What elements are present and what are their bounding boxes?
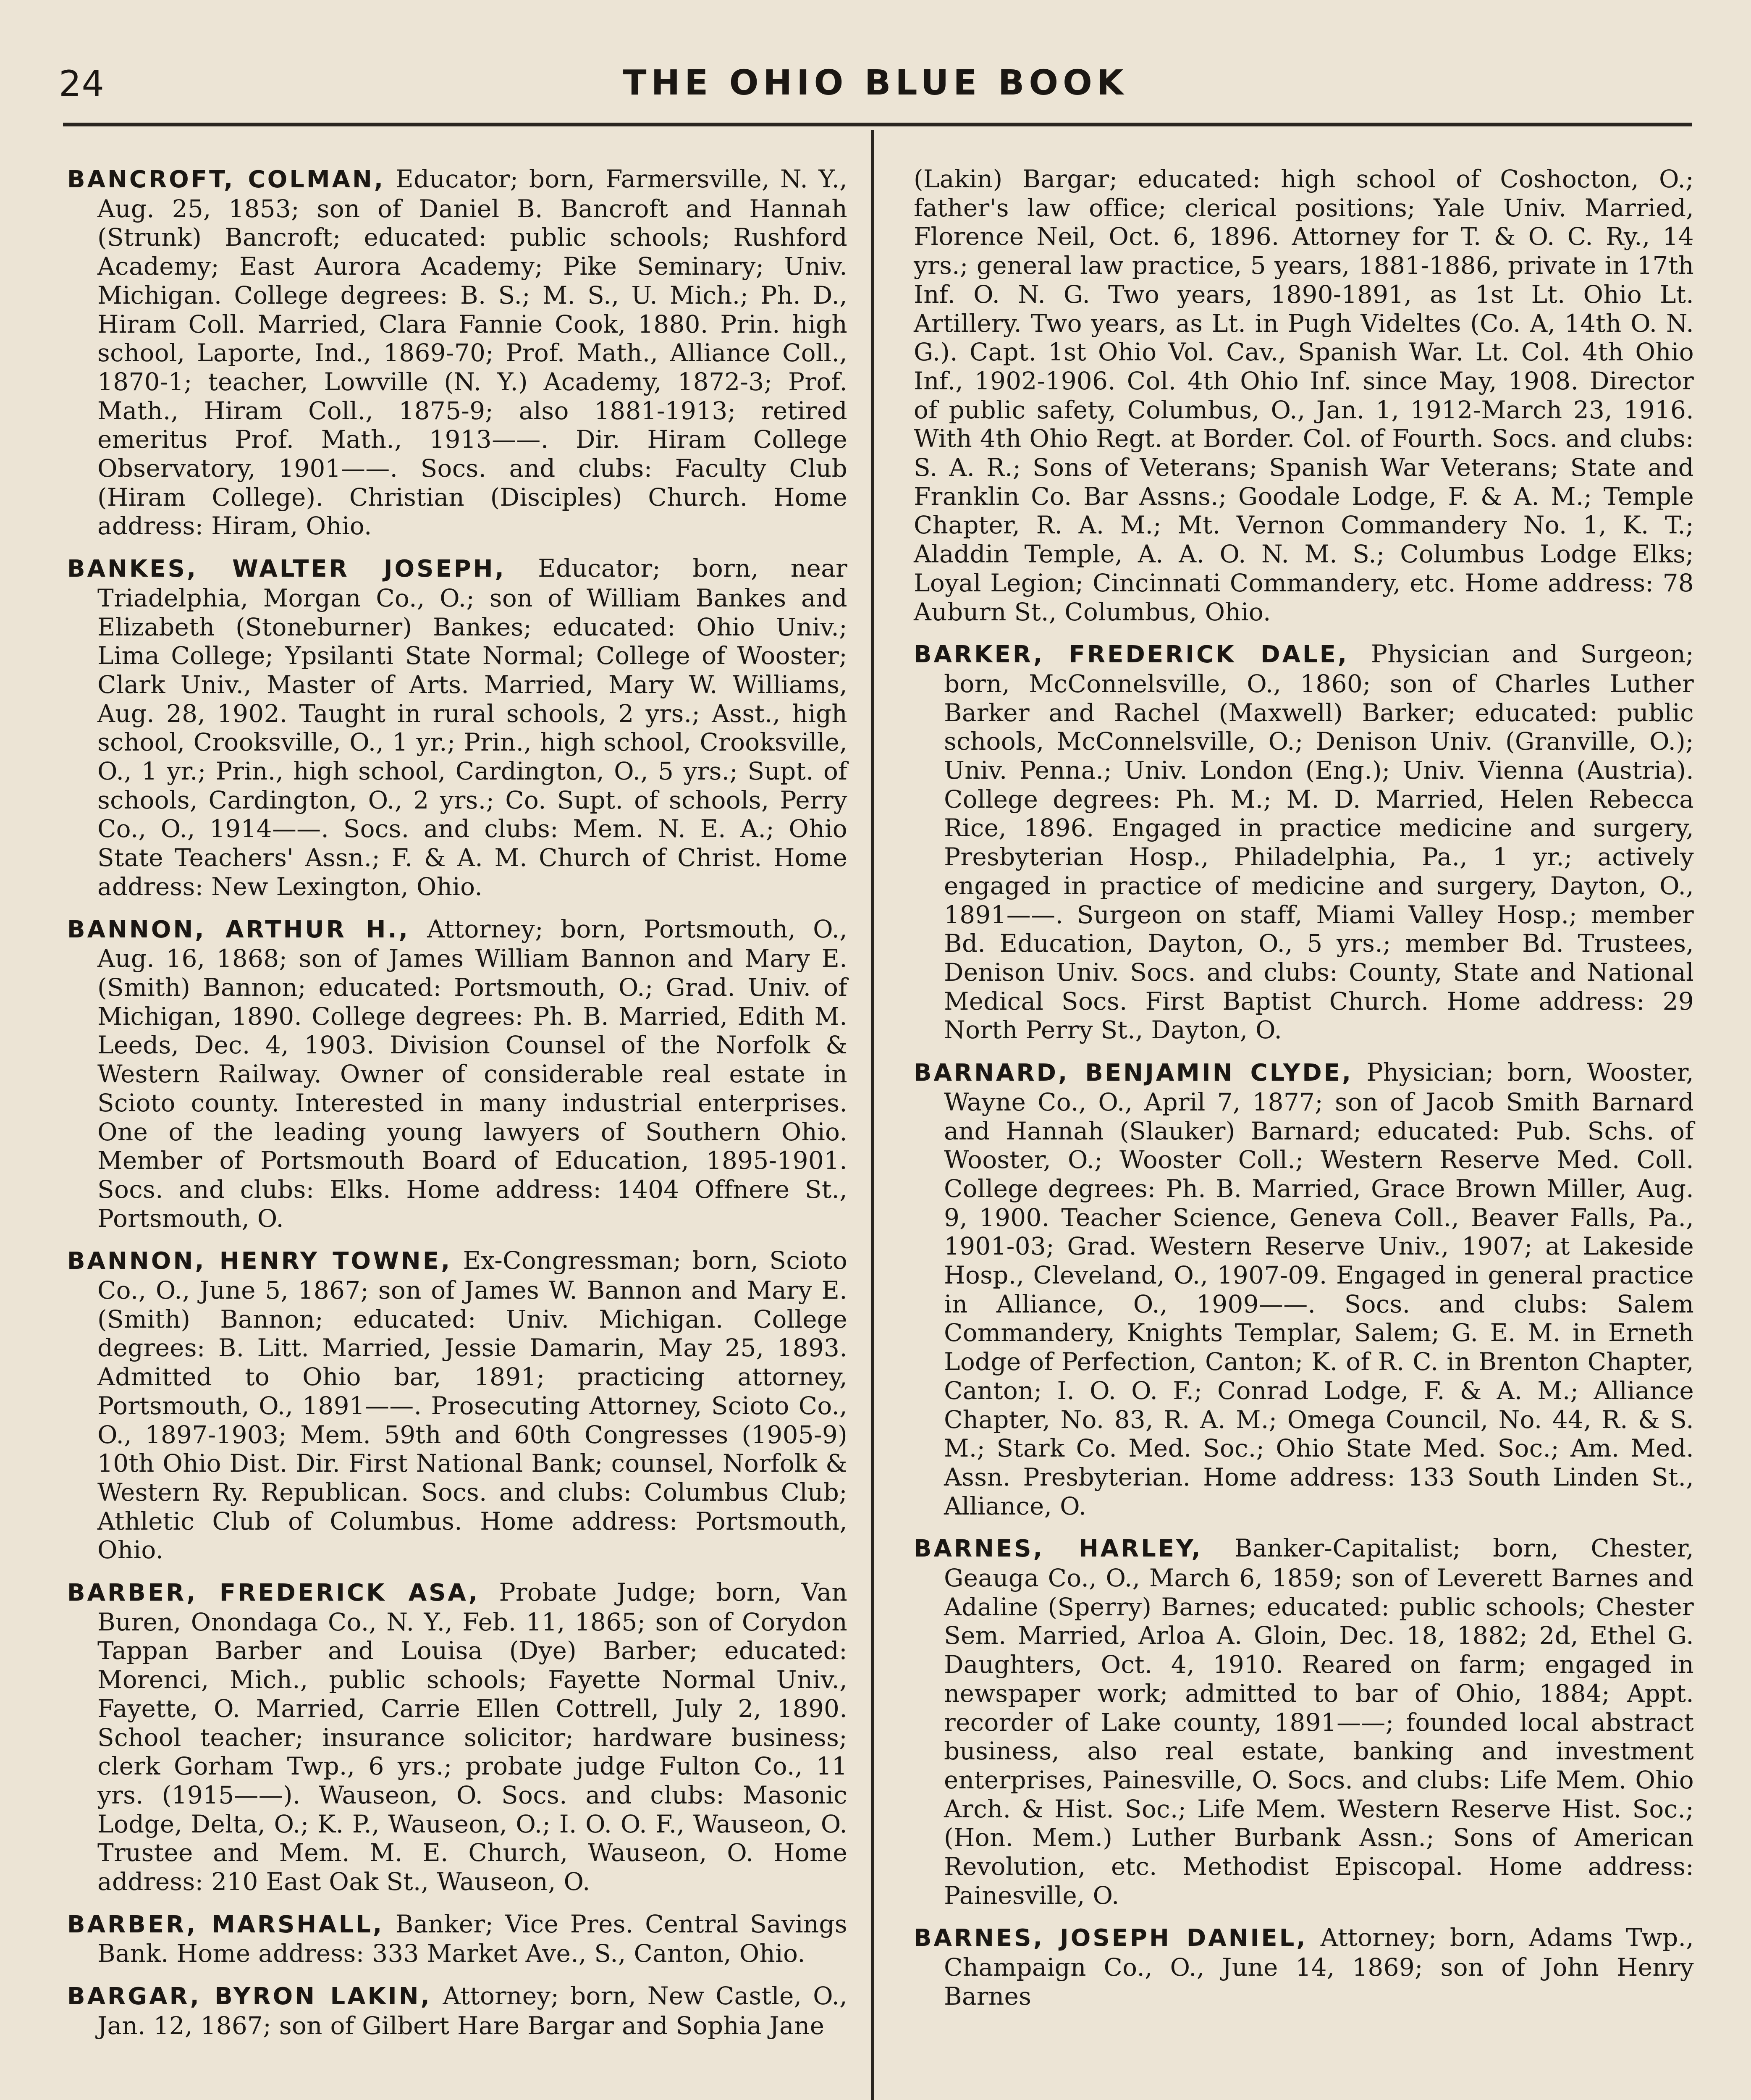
entry-text: Physician and Surgeon; born, McConnelsville, O., 1860; son of Charles Luther Barker and Rachel (Maxwell) Barker; educated: public schools, McConnelsville, O.; Denison Univ. (Granville, O.); Univ. Penna.; Univ. London (Eng.); Univ. Vienna (Austria). College degrees: Ph. M.; M. D. Married, Helen Rebecca Rice, 1896. Engaged in practice medicine and surgery, Presbyterian Hosp., Philadelphia, Pa., 1 yr.; actively engaged in practice of medicine and surgery, Dayton, O., 1891——. Surgeon on staff, Miami Valley Hosp.; member Bd. Education, Dayton, O., 5 yrs.; member Bd. Trustees, Denison Univ. Socs. and clubs: County, State and National Medical Socs. First Baptist Church. Home address: 29 North Perry St., Dayton, O. <box>944 640 1694 1045</box>
right-column <box>914 165 1694 2024</box>
entry-barker-frederick-dale <box>914 640 1694 1045</box>
entry-name: BARGAR, BYRON LAKIN, <box>67 1983 432 2011</box>
entry-name: BANKES, WALTER JOSEPH, <box>67 555 506 583</box>
entry-barber-frederick-asa <box>67 1578 847 1896</box>
header-rule <box>63 123 1692 126</box>
entry-text: Physician; born, Wooster, Wayne Co., O., April 7, 1877; son of Jacob Smith Barnard and Hannah (Slauker) Barnard; educated: Pub. Schs. of Wooster, O.; Wooster Coll.; Western Reserve Med. Coll. College degrees: Ph. B. Married, Grace Brown Miller, Aug. 9, 1900. Teacher Science, Geneva Coll., Beaver Falls, Pa., 1901-03; Grad. Western Reserve Univ., 1907; at Lakeside Hosp., Cleveland, O., 1907-09. Engaged in general practice in Alliance, O., 1909——. Socs. and clubs: Salem Commandery, Knights Templar, Salem; G. E. M. in Erneth Lodge of Perfection, Canton; K. of R. C. in Brenton Chapter, Canton; I. O. O. F.; Conrad Lodge, F. & A. M.; Alliance Chapter, No. 83, R. A. M.; Omega Council, No. 44, R. & S. M.; Stark Co. Med. Soc.; Ohio State Med. Soc.; Am. Med. Assn. Presbyterian. Home address: 133 South Linden St., Alliance, O. <box>944 1058 1694 1520</box>
entry-bargar-byron-lakin <box>67 1982 847 2040</box>
entry-name: BARBER, MARSHALL, <box>67 1911 384 1938</box>
entry-text: Educator; born, Farmersville, N. Y., Aug. 25, 1853; son of Daniel B. Bancroft and Hannah (Strunk) Bancroft; educated: public schools; Rushford Academy; East Aurora Academy; Pike Seminary; Univ. Michigan. College degrees: B. S.; M. S., U. Mich.; Ph. D., Hiram Coll. Married, Clara Fannie Cook, 1880. Prin. high school, Laporte, Ind., 1869-70; Prof. Math., Alliance Coll., 1870-1; teacher, Lowville (N. Y.) Academy, 1872-3; Prof. Math., Hiram Coll., 1875-9; also 1881-1913; retired emeritus Prof. Math., 1913——. Dir. Hiram College Observatory, 1901——. Socs. and clubs: Faculty Club (Hiram College). Christian (Disciples) Church. Home address: Hiram, Ohio. <box>97 165 847 541</box>
entry-barnes-harley <box>914 1534 1694 1910</box>
entry-name: BANNON, ARTHUR H., <box>67 916 410 943</box>
entry-bargar-continued <box>914 165 1694 626</box>
column-divider <box>871 130 874 2100</box>
entry-name: BARBER, FREDERICK ASA, <box>67 1579 480 1607</box>
entry-bankes-walter-joseph <box>67 554 847 901</box>
entry-text: Banker-Capitalist; born, Chester, Geauga Co., O., March 6, 1859; son of Leverett Barnes and Adaline (Sperry) Barnes; educated: public schools; Chester Sem. Married, Arloa A. Gloin, Dec. 18, 1882; 2d, Ethel G. Daughters, Oct. 4, 1910. Reared on farm; engaged in newspaper work; admitted to bar of Ohio, 1884; Appt. recorder of Lake county, 1891——; founded local abstract business, also real estate, banking and investment enterprises, Painesville, O. Socs. and clubs: Life Mem. Ohio Arch. & Hist. Soc.; Life Mem. Western Reserve Hist. Soc.; (Hon. Mem.) Luther Burbank Assn.; Sons of American Revolution, etc. Methodist Episcopal. Home address: Painesville, O. <box>944 1534 1694 1910</box>
entry-name: BANCROFT, COLMAN, <box>67 166 385 193</box>
page-number: 24 <box>59 63 105 104</box>
entry-name: BARKER, FREDERICK DALE, <box>914 641 1349 669</box>
entry-name: BARNES, HARLEY, <box>914 1535 1203 1563</box>
entry-barnard-benjamin-clyde <box>914 1058 1694 1520</box>
entry-bannon-arthur <box>67 915 847 1233</box>
entry-text: Attorney; born, Adams Twp., Champaign Co., O., June 14, 1869; son of John Henry Barnes <box>944 1923 1694 2011</box>
entry-barnes-joseph-daniel <box>914 1923 1694 2011</box>
entry-text: Educator; born, near Triadelphia, Morgan Co., O.; son of William Bankes and Elizabeth (Stoneburner) Bankes; educated: Ohio Univ.; Lima College; Ypsilanti State Normal; College of Wooster; Clark Univ., Master of Arts. Married, Mary W. Williams, Aug. 28, 1902. Taught in rural schools, 2 yrs.; Asst., high school, Crooksville, O., 1 yr.; Prin., high school, Crooksville, O., 1 yr.; Prin., high school, Cardington, O., 5 yrs.; Supt. of schools, Cardington, O., 2 yrs.; Co. Supt. of schools, Perry Co., O., 1914——. Socs. and clubs: Mem. N. E. A.; Ohio State Teachers' Assn.; F. & A. M. Church of Christ. Home address: New Lexington, Ohio. <box>97 554 847 901</box>
entry-bancroft-colman <box>67 165 847 541</box>
running-head: THE OHIO BLUE BOOK <box>623 63 1128 103</box>
entry-text: Attorney; born, New Castle, O., Jan. 12, 1867; son of Gilbert Hare Bargar and Sophia Jane <box>97 1982 847 2040</box>
entry-name: BARNES, JOSEPH DANIEL, <box>914 1924 1308 1952</box>
entry-name: BANNON, HENRY TOWNE, <box>67 1247 452 1275</box>
entry-name: BARNARD, BENJAMIN CLYDE, <box>914 1059 1353 1087</box>
left-column <box>67 165 847 2054</box>
entry-barber-marshall <box>67 1910 847 1968</box>
entry-bannon-henry-towne <box>67 1246 847 1564</box>
entry-text: (Lakin) Bargar; educated: high school of Coshocton, O.; father's law office; clerical positions; Yale Univ. Married, Florence Neil, Oct. 6, 1896. Attorney for T. & O. C. Ry., 14 yrs.; general law practice, 5 years, 1881-1886, private in 17th Inf. O. N. G. Two years, 1890-1891, as 1st Lt. Ohio Lt. Artillery. Two years, as Lt. in Pugh Videltes (Co. A, 14th O. N. G.). Capt. 1st Ohio Vol. Cav., Spanish War. Lt. Col. 4th Ohio Inf., 1902-1906. Col. 4th Ohio Inf. since May, 1908. Director of public safety, Columbus, O., Jan. 1, 1912-March 23, 1916. With 4th Ohio Regt. at Border. Col. of Fourth. Socs. and clubs: S. A. R.; Sons of Veterans; Spanish War Veterans; State and Franklin Co. Bar Assns.; Goodale Lodge, F. & A. M.; Temple Chapter, R. A. M.; Mt. Vernon Commandery No. 1, K. T.; Aladdin Temple, A. A. O. N. M. S.; Columbus Lodge Elks; Loyal Legion; Cincinnati Commandery, etc. Home address: 78 Auburn St., Columbus, Ohio. <box>914 165 1694 626</box>
entry-text: Attorney; born, Portsmouth, O., Aug. 16, 1868; son of James William Bannon and Mary E. (Smith) Bannon; educated: Portsmouth, O.; Grad. Univ. of Michigan, 1890. College degrees: Ph. B. Married, Edith M. Leeds, Dec. 4, 1903. Division Counsel of the Norfolk & Western Railway. Owner of considerable real estate in Scioto county. Interested in many industrial enterprises. One of the leading young lawyers of Southern Ohio. Member of Portsmouth Board of Education, 1895-1901. Socs. and clubs: Elks. Home address: 1404 Offnere St., Portsmouth, O. <box>97 914 848 1233</box>
entry-text: Banker; Vice Pres. Central Savings Bank. Home address: 333 Market Ave., S., Canton, Ohio. <box>97 1909 847 1968</box>
entry-text: Probate Judge; born, Van Buren, Onondaga Co., N. Y., Feb. 11, 1865; son of Corydon Tappan Barber and Louisa (Dye) Barber; educated: Morenci, Mich., public schools; Fayette Normal Univ., Fayette, O. Married, Carrie Ellen Cottrell, July 2, 1890. School teacher; insurance solicitor; hardware business; clerk Gorham Twp., 6 yrs.; probate judge Fulton Co., 11 yrs. (1915——). Wauseon, O. Socs. and clubs: Masonic Lodge, Delta, O.; K. P., Wauseon, O.; I. O. O. F., Wauseon, O. Trustee and Mem. M. E. Church, Wauseon, O. Home address: 210 East Oak St., Wauseon, O. <box>97 1578 847 1896</box>
entry-text: Ex-Congressman; born, Scioto Co., O., June 5, 1867; son of James W. Bannon and Mary E. (Smith) Bannon; educated: Univ. Michigan. College degrees: B. Litt. Married, Jessie Damarin, May 25, 1893. Admitted to Ohio bar, 1891; practicing attorney, Portsmouth, O., 1891——. Prosecuting Attorney, Scioto Co., O., 1897-1903; Mem. 59th and 60th Congresses (1905-9) 10th Ohio Dist. Dir. First National Bank; counsel, Norfolk & Western Ry. Republican. Socs. and clubs: Columbus Club; Athletic Club of Columbus. Home address: Portsmouth, Ohio. <box>97 1246 847 1564</box>
